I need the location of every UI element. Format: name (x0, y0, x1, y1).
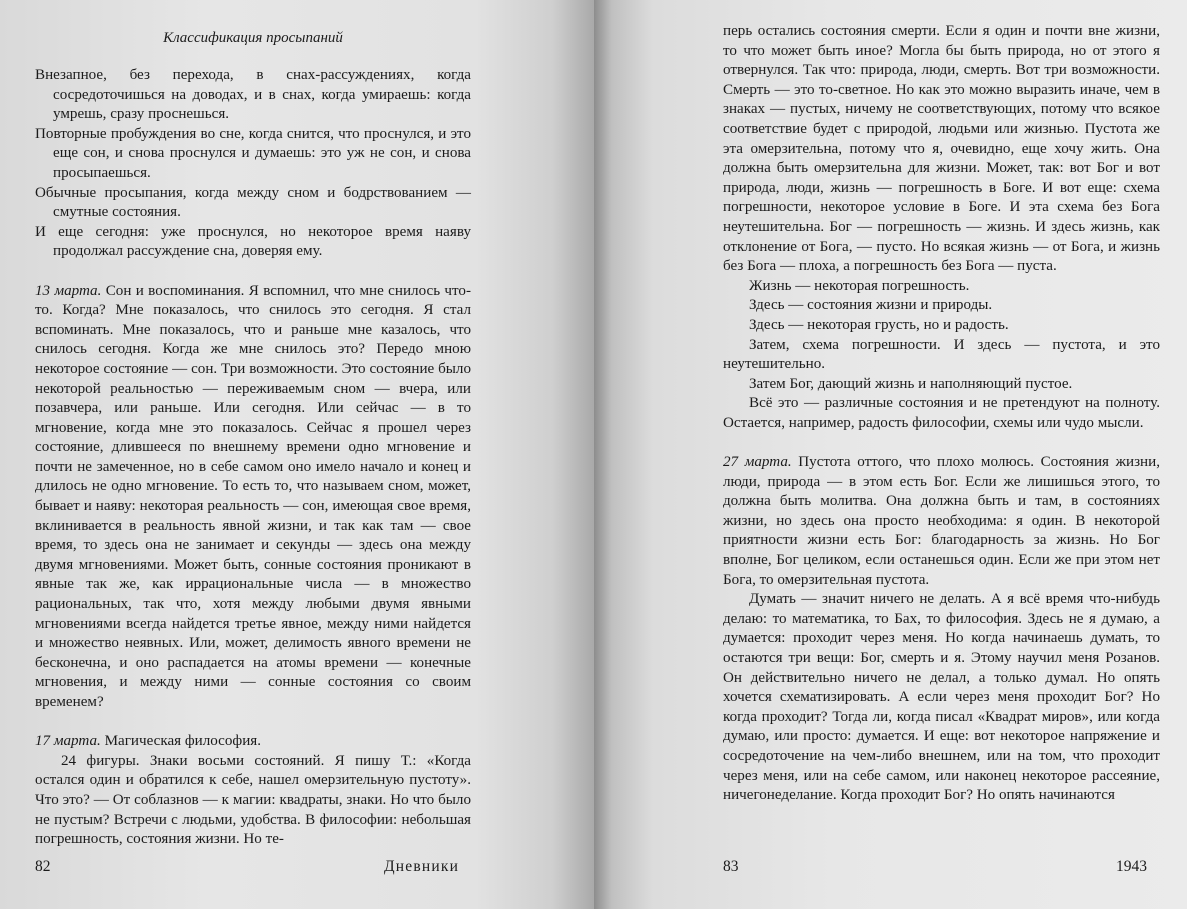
entry-march-17 (35, 732, 471, 752)
footer-title: Дневники (384, 858, 460, 875)
entry-march-27 (723, 453, 1160, 590)
text-line: Здесь — состояния жизни и природы. (749, 297, 993, 314)
entry-paragraph: 24 фигуры. Знаки восьми состояний. Я пишу Т.: «Когда остался один и обратился к себе, нашел омерзительную пустоту». Что это? — От соблазнов — к магии: квадраты, знаки. Но что было не пустым? Встречи с людьми, удобства. В философии: небольшая погрешность, состояния жизни. Но те- (35, 752, 471, 848)
text-line: Затем Бог, дающий жизнь и наполняющий пустое. (749, 375, 1073, 392)
footer-year: 1943 (1116, 858, 1147, 875)
entry-text: Сон и воспоминания. Я вспомнил, что мне снилось что-то. Когда? Мне показалось, что снилось это сегодня. Я стал вспоминать. Мне показалось, что и раньше мне казалось, что снилось сегодня. Когда же мне снилось это? Передо мною некоторое состояние — сон. Три возможности. Это состояние было некоторой реальностью — переживаемым сном — вчера, или позавчера, или раньше. Или сегодня. Или сейчас — в то мгновение, когда мне это показалось. Сейчас я прошел через состояние, длившееся по внешнему времени одно мгновение и почти не замеченное, но в себе самом оно имело начало и конец и длилось не одно мгновение. То есть то, что называем сном, может, бывает и наяву: некоторая реальность — сон, имеющая свое время, вклинивается в реальность явной жизни, и так как там — свое время, то здесь она не занимает и секунды — здесь она между двумя мгновениями. Может быть, сонные состояния проникают в явные так же, как иррациональные числа — в множество рациональных, так что, хотя между любыми двумя явными мгновениями всегда найдется третье явное, между ними найдется и множество неявных. Или, может, делимость явного времени не бесконечна, и оно распадается на атомы времени — конечные мгновения, и между ними — сонные состояния со своим временем? (35, 282, 471, 710)
list-item: И еще сегодня: уже проснулся, но некоторое время наяву продолжал рассуждение сна, доверяя ему. (35, 223, 471, 260)
page-number: 82 (35, 858, 51, 875)
list-item: Внезапное, без перехода, в снах-рассуждениях, когда сосредоточишься на доводах, и в снах, когда умираешь: когда умрешь, сразу проснешься. (35, 67, 471, 123)
entry-date: 13 марта. (35, 282, 102, 299)
left-page-text (35, 66, 471, 850)
page-number: 83 (723, 858, 739, 875)
text-line: Затем, схема погрешности. И здесь — пустота, и это неутешительно. (723, 336, 1160, 373)
running-head: Классификация просыпаний (163, 30, 343, 46)
continuation-paragraph: перь остались состояния смерти. Если я один и почти вне жизни, то что может быть иное? Могла бы быть природа, но от этого я отвернулся. Так что: природа, люди, смерть. Вот три возможности. Смерть — это то-светное. Но как это можно выразить иначе, чем в знаках — пустых, ничему не соответствующих, потому что всякое соответствие будет с природой, людьми или жизнью. Пустота же эта омерзительна, потому что я, очевидно, еще хочу жить. Она должна быть омерзительна для жизни. Может, так: вот Бог и вот природа, люди, жизнь — погрешность в Боге. И вот еще: схема погрешности, некоторое условие в Боге. И эта схема без Бога неутешительна. Бог — погрешность — жизнь. И здесь жизнь, как отклонение от Бога, — пусто. Но всякая жизнь — от Бога, и жизнь без Бога — плоха, а погрешность без Бога — пуста. (723, 23, 1160, 275)
right-page-text (723, 22, 1160, 806)
list-item: Повторные пробуждения во сне, когда снится, что проснулся, и это еще сон, и снова проснулся и думаешь: это уж не сон, и снова просыпаешься. (35, 125, 471, 181)
entry-paragraph: Думать — значит ничего не делать. А я всё время что-нибудь делаю: то математика, то Бах, то философия. Здесь не я думаю, а думается: проходит через меня. Но когда начинаешь думать, то остаются три вещи: Бог, смерть и я. Этому научил меня Розанов. Он действительно ничего не делал, а только думал. Но опять хочется схематизировать. А если через меня проходит Бог? Но когда проходит? Тогда ли, когда писал «Квадрат миров», или когда думаю, или просто: думается. И еще: вот некоторое напряжение и сосредоточение на чем-либо внешнем, или на том, что проходит через меня, или на себе самом, или наконец некоторое рассеяние, ничегонеделание. Когда проходит Бог? Но опять начинаются (723, 591, 1160, 804)
entry-text: Пустота оттого, что плохо молюсь. Состояния жизни, люди, природа — в этом есть Бог. Если же лишишься этого, то должна быть молитва. Она должна быть и там, в состояниях жизни, но здесь она просто необходима: я один. В некоторой приятности жизни есть Бог: благодарность за жизнь. Но Бог вполне, Бог целиком, если останешься один. Если же при этом нет Бога, то омерзительная пустота. (723, 454, 1160, 588)
text-line: Всё это — различные состояния и не претендуют на полноту. Остается, например, радость философии, схемы или чудо мысли. (723, 395, 1160, 431)
entry-march-13 (35, 282, 471, 713)
text-line: Здесь — некоторая грусть, но и радость. (749, 316, 1009, 333)
text-line: Жизнь — некоторая погрешность. (749, 277, 970, 294)
entry-date: 17 марта. (35, 733, 101, 750)
list-item: Обычные просыпания, когда между сном и бодрствованием — смутные состояния. (35, 184, 471, 221)
right-page (594, 0, 1187, 909)
entry-text: Магическая философия. (100, 733, 261, 750)
entry-date: 27 марта. (723, 454, 792, 471)
